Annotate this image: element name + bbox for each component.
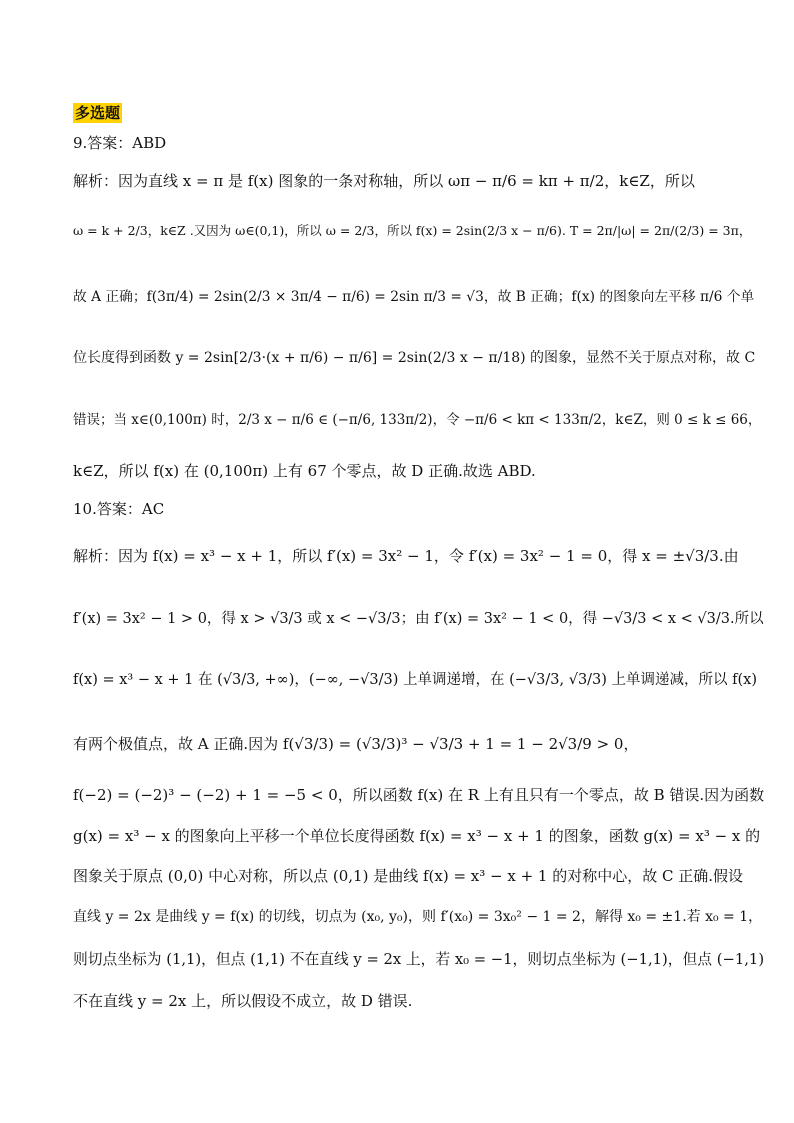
answer-9-line-6: k∈Z，所以 f(x) 在 (0,100π) 上有 67 个零点，故 D 正确.故选 ABD. bbox=[73, 462, 536, 480]
answer-9-line-5: 错误；当 x∈(0,100π) 时，2/3 x − π/6 ∈ (−π/6, 133π/2)，令 −π/6 < kπ < 133π/2，k∈Z，则 0 ≤ k ≤ 66， bbox=[73, 412, 762, 428]
answer-10-line-7: 图象关于原点 (0,0) 中心对称，所以点 (0,1) 是曲线 f(x) = x³ − x + 1 的对称中心，故 C 正确.假设 bbox=[73, 867, 744, 885]
answer-9-line-1: 解析：因为直线 x = π 是 f(x) 图象的一条对称轴，所以 ωπ − π/6 = kπ + π/2，k∈Z，所以 bbox=[73, 172, 695, 190]
answer-9-header: 9.答案：ABD bbox=[73, 134, 167, 152]
answer-10-line-10: 不在直线 y = 2x 上，所以假设不成立，故 D 错误. bbox=[73, 992, 413, 1010]
answer-10-line-2: f′(x) = 3x² − 1 > 0，得 x > √3/3 或 x < −√3/3；由 f′(x) = 3x² − 1 < 0，得 −√3/3 < x < √3/3.所以 bbox=[73, 611, 764, 627]
section-title: 多选题 bbox=[75, 104, 121, 122]
answer-10-line-1: 解析：因为 f(x) = x³ − x + 1，所以 f′(x) = 3x² − 1，令 f′(x) = 3x² − 1 = 0，得 x = ±√3/3.由 bbox=[73, 547, 739, 565]
section-title-row bbox=[73, 102, 122, 123]
answer-9-line-4: 位长度得到函数 y = 2sin[2/3·(x + π/6) − π/6] = 2sin(2/3 x − π/18) 的图象，显然不关于原点对称，故 C bbox=[73, 350, 756, 366]
answer-10-line-4: 有两个极值点，故 A 正确.因为 f(√3/3) = (√3/3)³ − √3/3 + 1 = 1 − 2√3/9 > 0， bbox=[73, 735, 639, 753]
answer-10-line-6: g(x) = x³ − x 的图象向上平移一个单位长度得函数 f(x) = x³ − x + 1 的图象，函数 g(x) = x³ − x 的 bbox=[73, 827, 761, 845]
answer-10-line-3: f(x) = x³ − x + 1 在 (√3/3, +∞)，(−∞, −√3/3) 上单调递增，在 (−√3/3, √3/3) 上单调递减，所以 f(x) bbox=[73, 672, 758, 688]
answer-10-line-8: 直线 y = 2x 是曲线 y = f(x) 的切线，切点为 (x₀, y₀)，则 f′(x₀) = 3x₀² − 1 = 2，解得 x₀ = ±1.若 x₀ = 1， bbox=[73, 909, 763, 925]
answer-10-header: 10.答案：AC bbox=[73, 500, 165, 518]
answer-9-line-2: ω = k + 2/3，k∈Z .又因为 ω∈(0,1)，所以 ω = 2/3，所以 f(x) = 2sin(2/3 x − π/6). T = 2π/|ω| = 2π/(2/3) = 3π， bbox=[73, 223, 752, 238]
answer-9-line-3: 故 A 正确；f(3π/4) = 2sin(2/3 × 3π/4 − π/6) = 2sin π/3 = √3，故 B 正确；f(x) 的图象向左平移 π/6 个单 bbox=[73, 289, 755, 305]
answer-10-line-5: f(−2) = (−2)³ − (−2) + 1 = −5 < 0，所以函数 f(x) 在 R 上有且只有一个零点，故 B 错误.因为函数 bbox=[73, 786, 765, 804]
answer-10-line-9: 则切点坐标为 (1,1)，但点 (1,1) 不在直线 y = 2x 上，若 x₀ = −1，则切点坐标为 (−1,1)，但点 (−1,1) bbox=[73, 951, 765, 968]
